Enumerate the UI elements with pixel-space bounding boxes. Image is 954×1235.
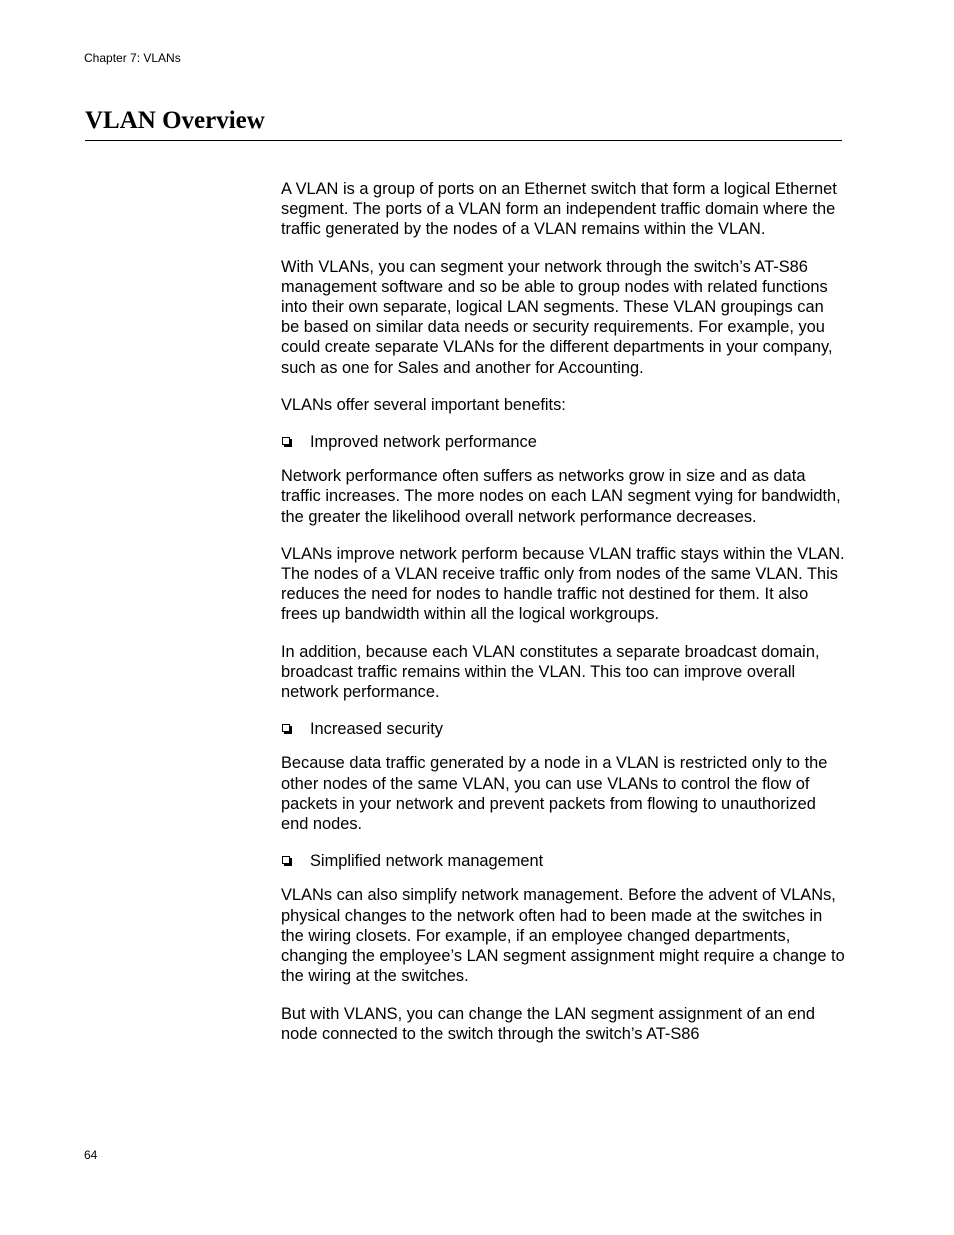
benefit-paragraph: But with VLANS, you can change the LAN segment assignment of an end node connected to the switch through the switch’s AT-S86 xyxy=(281,1004,815,1043)
running-header: Chapter 7: VLANs xyxy=(84,51,181,65)
body-text xyxy=(281,179,846,1061)
benefit-label: Increased security xyxy=(310,720,444,739)
intro-paragraph: A VLAN is a group of ports on an Ethernet switch that form a logical Ethernet segment. The ports of a VLAN form an independent traffic domain where the traffic generated by the nodes of a VLAN remains within the VLAN. xyxy=(281,180,837,239)
benefit-item xyxy=(281,432,846,452)
section-title: VLAN Overview xyxy=(85,107,265,134)
page-number: 64 xyxy=(84,1148,98,1162)
checkbox-bullet-icon xyxy=(282,724,290,732)
benefit-item xyxy=(281,719,846,739)
benefit-paragraph: Network performance often suffers as networks grow in size and as data traffic increases. The more nodes on each LAN segment vying for bandwidth, the greater the likelihood overall network performance decreases. xyxy=(281,467,841,526)
benefit-paragraph: VLANs improve network perform because VLAN traffic stays within the VLAN. The nodes of a VLAN receive traffic only from nodes of the same VLAN. This reduces the need for nodes to handle traffic not destined for them. It also frees up bandwidth within all the logical workgroups. xyxy=(281,544,845,624)
checkbox-bullet-icon xyxy=(282,856,290,864)
title-rule xyxy=(85,140,842,141)
checkbox-bullet-icon xyxy=(282,437,290,445)
benefit-paragraph: In addition, because each VLAN constitutes a separate broadcast domain, broadcast traffic remains within the VLAN. This too can improve overall network performance. xyxy=(281,642,820,702)
intro-paragraph: With VLANs, you can segment your network through the switch’s AT-S86 management software and so be able to group nodes with related functions into their own separate, logical LAN segments. These VLAN groupings can be based on similar data needs or security requirements. For example, you could create separate VLANs for the different departments in your company, such as one for Sales and another for Accounting. xyxy=(281,257,833,377)
benefit-paragraph: VLANs can also simplify network management. Before the advent of VLANs, physical changes to the network often had to been made at the switches in the wiring closets. For example, if an employee changed departments, changing the employee’s LAN segment assignment might require a change to the wiring at the switches. xyxy=(281,886,845,986)
benefit-label: Improved network performance xyxy=(310,433,537,452)
benefit-label: Simplified network management xyxy=(310,852,544,871)
intro-paragraph: VLANs offer several important benefits: xyxy=(281,395,566,414)
benefit-item xyxy=(281,851,846,871)
benefit-paragraph: Because data traffic generated by a node in a VLAN is restricted only to the other nodes of the same VLAN, you can use VLANs to control the flow of packets in your network and prevent packets from flowing to unauthorized end nodes. xyxy=(281,754,828,834)
